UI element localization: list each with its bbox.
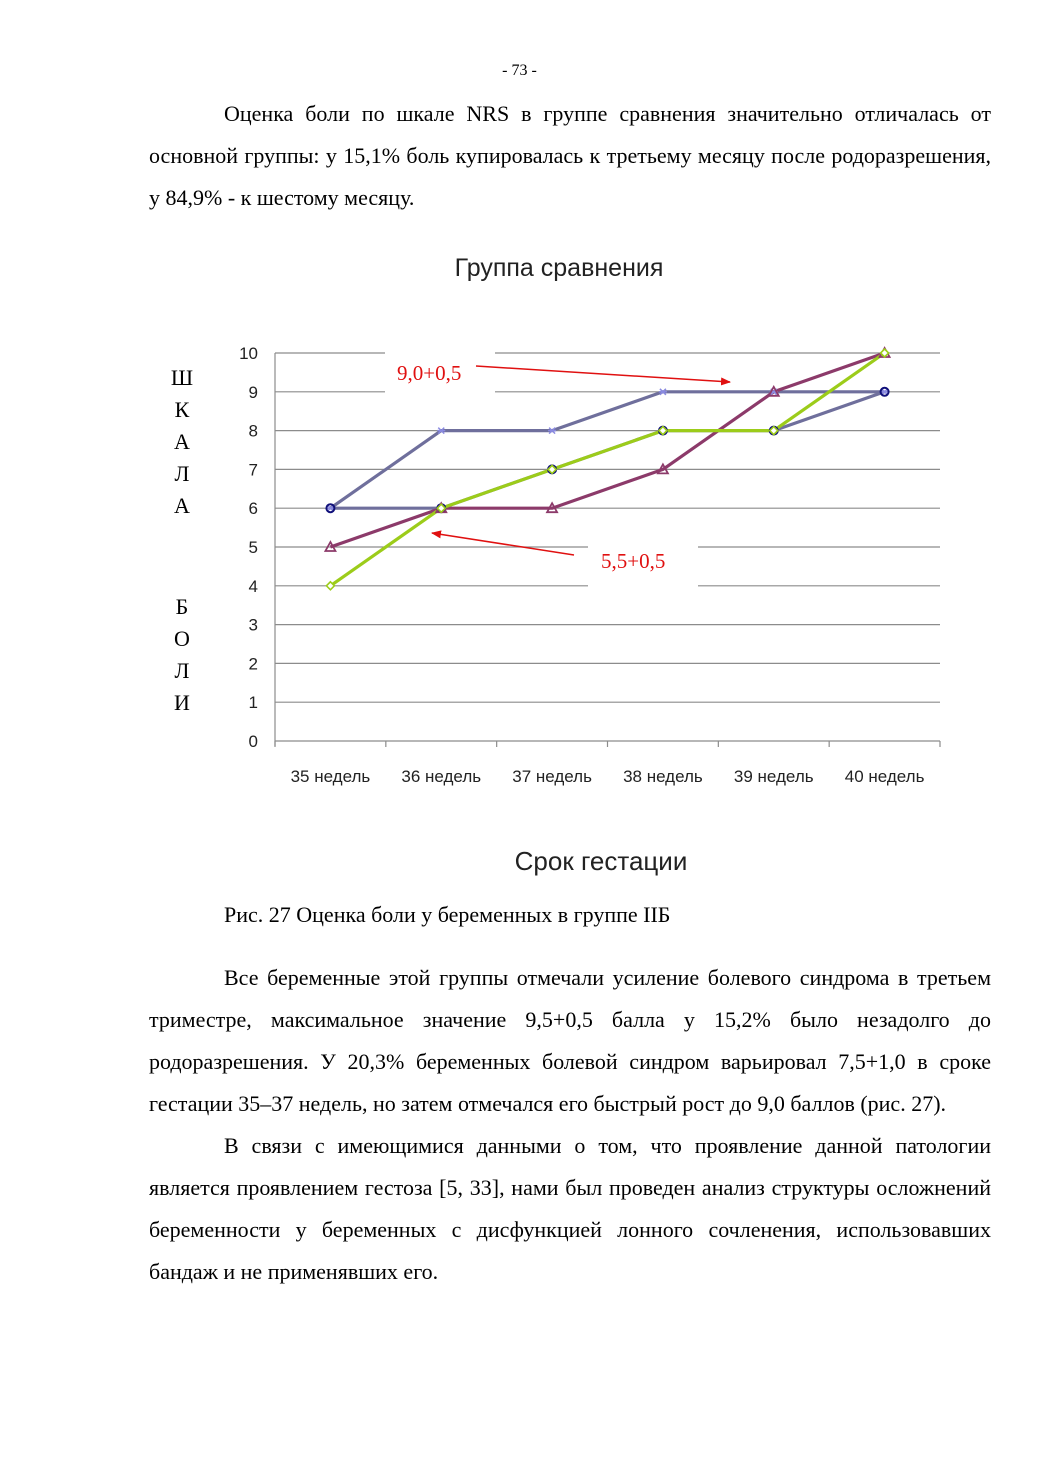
x-axis-title: Срок гестации: [514, 846, 688, 876]
paragraph-body: [149, 957, 991, 1293]
x-tick-labels: [291, 767, 925, 786]
y-tick-label: 3: [248, 615, 258, 635]
paragraph-intro-text: Оценка боли по шкале NRS в группе сравнения значительно отличалась от основной группы: у 15,1% боль купировалась к третьему месяцу после родоразрешения, у 84,9% - к шестому месяцу.: [149, 101, 991, 210]
annotation-arrow: [432, 533, 574, 555]
chart-title: Группа сравнения: [454, 254, 664, 282]
x-tick-label: 38 недель: [623, 767, 703, 786]
data-point: [659, 389, 667, 395]
y-tick-label: 1: [248, 693, 258, 713]
data-point: [548, 428, 556, 434]
y-tick-label: 9: [248, 382, 258, 402]
y-axis-title-letter: И: [174, 690, 190, 715]
paragraph-body-1: Все беременные этой группы отмечали усиление болевого синдрома в третьем триместре, максимальное значение 9,5+0,5 балла у 15,2% было незадолго до родоразрешения. У 20,3% беременных болевой синдром варьировал 7,5+1,0 в сроке гестации 35–37 недель, но затем отмечался его быстрый рост до 9,0 баллов (рис. 27).: [149, 965, 991, 1116]
x-tick-label: 37 недель: [512, 767, 592, 786]
x-tick-label: 36 недель: [401, 767, 482, 786]
x-tick-label: 35 недель: [290, 767, 371, 786]
grid-lines: [275, 353, 940, 702]
x-tick-label: 40 недель: [844, 767, 925, 786]
x-tick-label: 39 недель: [733, 767, 814, 786]
annotation-arrow: [476, 366, 730, 382]
y-tick-label: 6: [248, 499, 258, 519]
line-chart: [150, 330, 950, 800]
y-tick-label: 10: [239, 344, 258, 363]
annotation-label: 9,0+0,5: [397, 361, 462, 385]
y-axis-title-letter: Ш: [170, 365, 194, 390]
paragraph-body-2: В связи с имеющимися данными о том, что проявление данной патологии является проявлением гестоза [5, 33], нами был проведен анализ структуры осложнений беременности у беременных с дисфункцией лонного сочленения, использовавших бандаж и не применявших его.: [149, 1133, 991, 1284]
y-axis-title-letter: А: [174, 493, 190, 518]
y-tick-label: 2: [248, 654, 258, 674]
y-tick-label: 0: [248, 732, 258, 751]
y-tick-label: 4: [248, 576, 258, 596]
y-tick-labels: [239, 344, 258, 751]
paragraph-intro: [149, 93, 991, 219]
y-tick-label: 5: [248, 538, 258, 557]
annotation-label: 5,5+0,5: [601, 549, 666, 573]
data-point: [437, 428, 445, 434]
y-axis-title-letter: О: [174, 626, 190, 651]
figure-caption: Рис. 27 Оценка боли у беременных в группе IIБ: [224, 902, 671, 927]
y-axis-title-letter: А: [174, 429, 190, 454]
y-axis-title-letter: Б: [175, 594, 189, 619]
y-axis-title: [171, 365, 193, 715]
page-number: - 73 -: [502, 62, 537, 79]
y-tick-label: 8: [248, 421, 258, 441]
y-tick-label: 7: [248, 460, 258, 480]
y-axis-title-letter: Л: [174, 461, 190, 486]
y-axis-title-letter: К: [174, 397, 190, 422]
y-axis-title-letter: Л: [174, 658, 190, 683]
